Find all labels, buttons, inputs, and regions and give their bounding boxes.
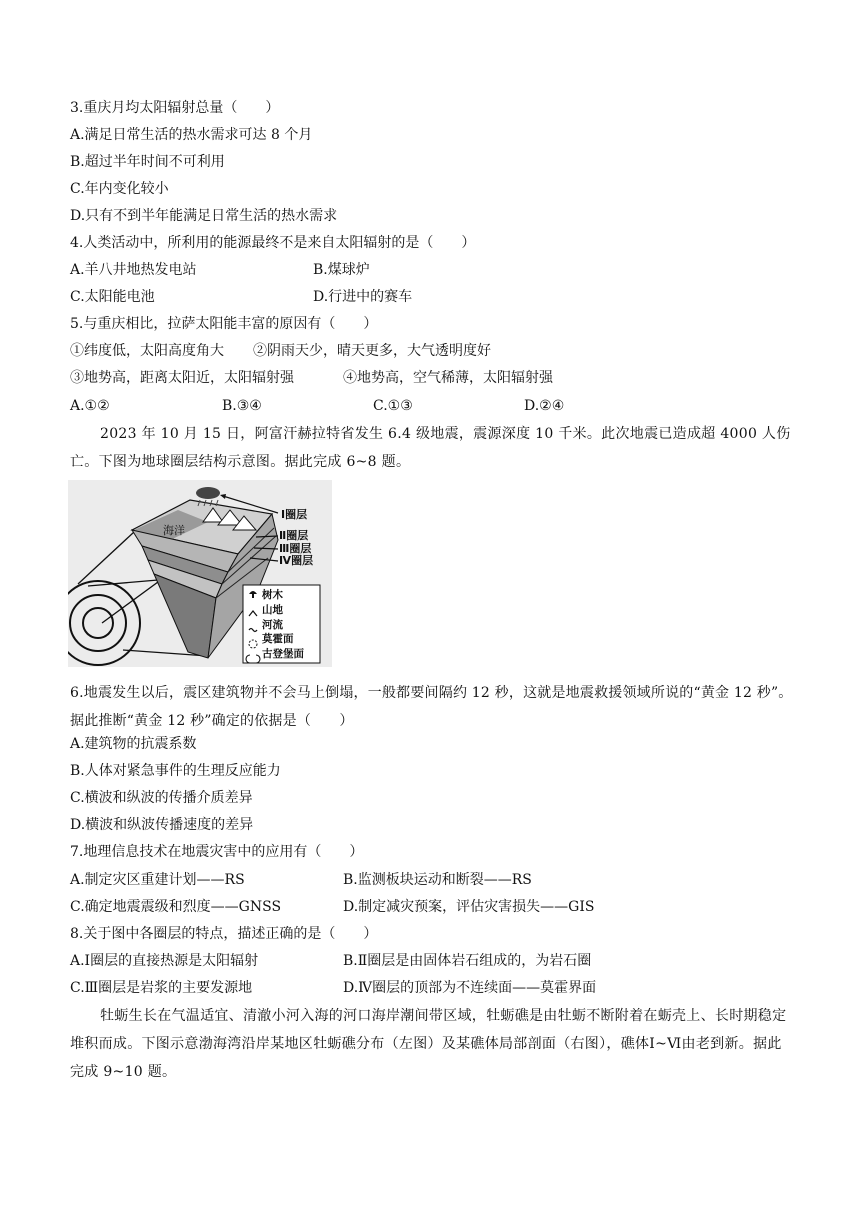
q3-option-d: D.只有不到半年能满足日常生活的热水需求 [70, 208, 338, 224]
intro-paragraph-6-8: 2023 年 10 月 15 日，阿富汗赫拉特省发生 6.4 级地震，震源深度 10 千米。此次地震已造成超 4000 人伤亡。下图为地球圈层结构示意图。据此完成 6~8 题。 [70, 426, 791, 470]
layer-1-label: Ⅰ圈层 [281, 508, 308, 521]
q6-stem: 6.地震发生以后，震区建筑物并不会马上倒塌，一般都要间隔约 12 秒，这就是地震救援领域所说的“黄金 12 秒”。据此推断“黄金 12 秒”确定的依据是（ ） [70, 685, 793, 729]
q3-option-a: A.满足日常生活的热水需求可达 8 个月 [70, 127, 313, 143]
q5-option-b: B.③④ [222, 398, 262, 414]
layer-4-label: Ⅳ圈层 [279, 554, 314, 567]
q4-option-b: B.煤球炉 [313, 262, 370, 278]
q4-stem: 4.人类活动中，所利用的能源最终不是来自太阳辐射的是（ ） [70, 235, 476, 251]
q7-option-c: C.确定地震震级和烈度——GNSS [70, 899, 282, 915]
q8-stem: 8.关于图中各圈层的特点，描述正确的是（ ） [70, 926, 378, 942]
q7-stem: 7.地理信息技术在地震灾害中的应用有（ ） [70, 844, 364, 860]
q5-option-d: D.②④ [524, 398, 565, 414]
q4-option-a: A.羊八井地热发电站 [70, 262, 197, 278]
tree-trunk [252, 594, 254, 598]
q8-option-c: C.Ⅲ圈层是岩浆的主要发源地 [70, 980, 253, 996]
legend-mountain-label: 山地 [262, 603, 283, 616]
layer-labels-2-4 [279, 530, 313, 568]
q6-option-d: D.横波和纵波传播速度的差异 [70, 817, 254, 833]
q5-option-a: A.①② [70, 398, 110, 414]
q4-option-c: C.太阳能电池 [70, 289, 155, 305]
legend-moho-label: 莫霍面 [262, 633, 294, 646]
q8-option-b: B.Ⅱ圈层是由固体岩石组成的，为岩石圈 [343, 953, 592, 969]
q5-statement-3: ③地势高，距离太阳近，太阳辐射强 [70, 370, 294, 386]
earth-layer-diagram [68, 480, 332, 667]
legend-river-label: 河流 [262, 618, 283, 631]
intro-paragraph-9-10: 牡蛎生长在气温适宜、清澈小河入海的河口海岸潮间带区域，牡蛎礁是由牡蛎不断附着在蛎壳上、长时期稳定堆积而成。下图示意渤海湾沿岸某地区牡蛎礁分布（左图）及某礁体局部剖面（右图），礁体Ⅰ~Ⅵ由老到新。据此完成 9~10 题。 [70, 1008, 787, 1080]
legend-labels [262, 588, 304, 662]
layer-3-label: Ⅲ圈层 [279, 541, 312, 555]
legend-gutenberg-label: 古登堡面 [262, 648, 304, 661]
q3-option-c: C.年内变化较小 [70, 181, 169, 197]
q3-option-b: B.超过半年时间不可利用 [70, 154, 225, 170]
q5-statement-2: ②阴雨天少，晴天更多，大气透明度好 [253, 343, 491, 359]
q7-option-b: B.监测板块运动和断裂——RS [343, 872, 532, 888]
q4-option-d: D.行进中的赛车 [313, 289, 413, 305]
earth-core-circles [68, 581, 140, 665]
q6-option-c: C.横波和纵波的传播介质差异 [70, 790, 253, 806]
q5-stem: 5.与重庆相比，拉萨太阳能丰富的原因有（ ） [70, 316, 378, 332]
q7-option-d: D.制定减灾预案，评估灾害损失——GIS [343, 899, 595, 915]
layer-2-label: Ⅱ圈层 [279, 529, 309, 542]
q8-option-a: A.Ⅰ圈层的直接热源是太阳辐射 [70, 953, 259, 969]
q7-option-a: A.制定灾区重建计划——RS [70, 872, 245, 888]
q5-statement-1: ①纬度低，太阳高度角大 [70, 343, 224, 359]
q6-option-b: B.人体对紧急事件的生理反应能力 [70, 763, 281, 779]
q6-option-a: A.建筑物的抗震系数 [70, 736, 197, 752]
q8-option-d: D.Ⅳ圈层的顶部为不连续面——莫霍界面 [343, 980, 597, 996]
ocean-label: 海洋 [163, 524, 185, 537]
legend-tree-label: 树木 [262, 589, 283, 601]
q5-statement-4: ④地势高，空气稀薄，太阳辐射强 [343, 370, 553, 386]
q5-option-c: C.①③ [373, 398, 413, 414]
q3-stem: 3.重庆月均太阳辐射总量（ ） [70, 100, 280, 116]
